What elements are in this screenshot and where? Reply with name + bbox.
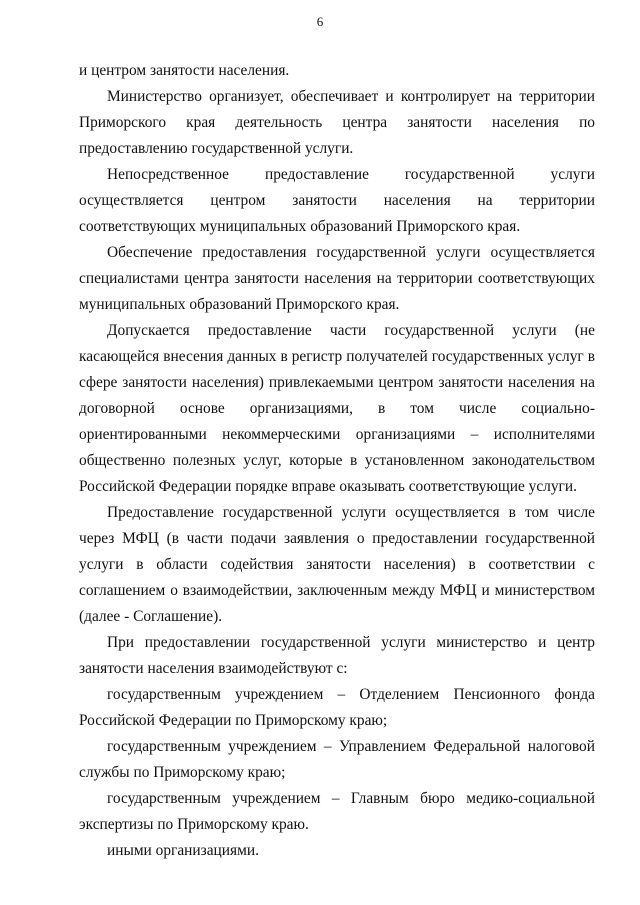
paragraph-ministry-organizes: Министерство организует, обеспечивает и контролирует на территории Приморского края деятельность центра занятости населения по предоставлению государственной услуги. <box>79 88 595 157</box>
list-item-tax-service: государственным учреждением – Управлением Федеральной налоговой службы по Приморскому краю; <box>79 738 595 781</box>
paragraph-direct-provision: Непосредственное предоставление государственной услуги осуществляется центром занятости населения на территории соответствующих муниципальных образований Приморского края. <box>79 166 595 235</box>
paragraph-interaction-intro: При предоставлении государственной услуги министерство и центр занятости населения взаимодействуют с: <box>79 634 595 677</box>
page-number: 6 <box>316 14 324 29</box>
list-item-other-organizations: иными организациями. <box>107 842 259 859</box>
list-item-medical-bureau: государственным учреждением – Главным бюро медико-социальной экспертизы по Приморскому краю. <box>79 790 595 833</box>
paragraph-partial-provision: Допускается предоставление части государственной услуги (не касающейся внесения данных в регистр получателей государственных услуг в сфере занятости населения) привлекаемыми центром занятости населения на договорной основе организациями, в том числе социально-ориентированными некоммерческими организациями – исполнителями общественно полезных услуг, которые в установленном законодательством Российской Федерации порядке вправе оказывать соответствующие услуги. <box>79 322 595 495</box>
paragraph-provision-support: Обеспечение предоставления государственной услуги осуществляется специалистами центра занятости населения на территории соответствующих муниципальных образований Приморского края. <box>79 244 595 313</box>
paragraph-continuation: и центром занятости населения. <box>79 62 290 79</box>
list-item-pension-fund: государственным учреждением – Отделением Пенсионного фонда Российской Федерации по Приморскому краю; <box>79 686 595 729</box>
document-body <box>79 58 595 864</box>
paragraph-mfc-provision: Предоставление государственной услуги осуществляется в том числе через МФЦ (в части подачи заявления о предоставлении государственной услуги в области содействия занятости населения) в соответствии с соглашением о взаимодействии, заключенным между МФЦ и министерством (далее - Соглашение). <box>79 504 595 625</box>
